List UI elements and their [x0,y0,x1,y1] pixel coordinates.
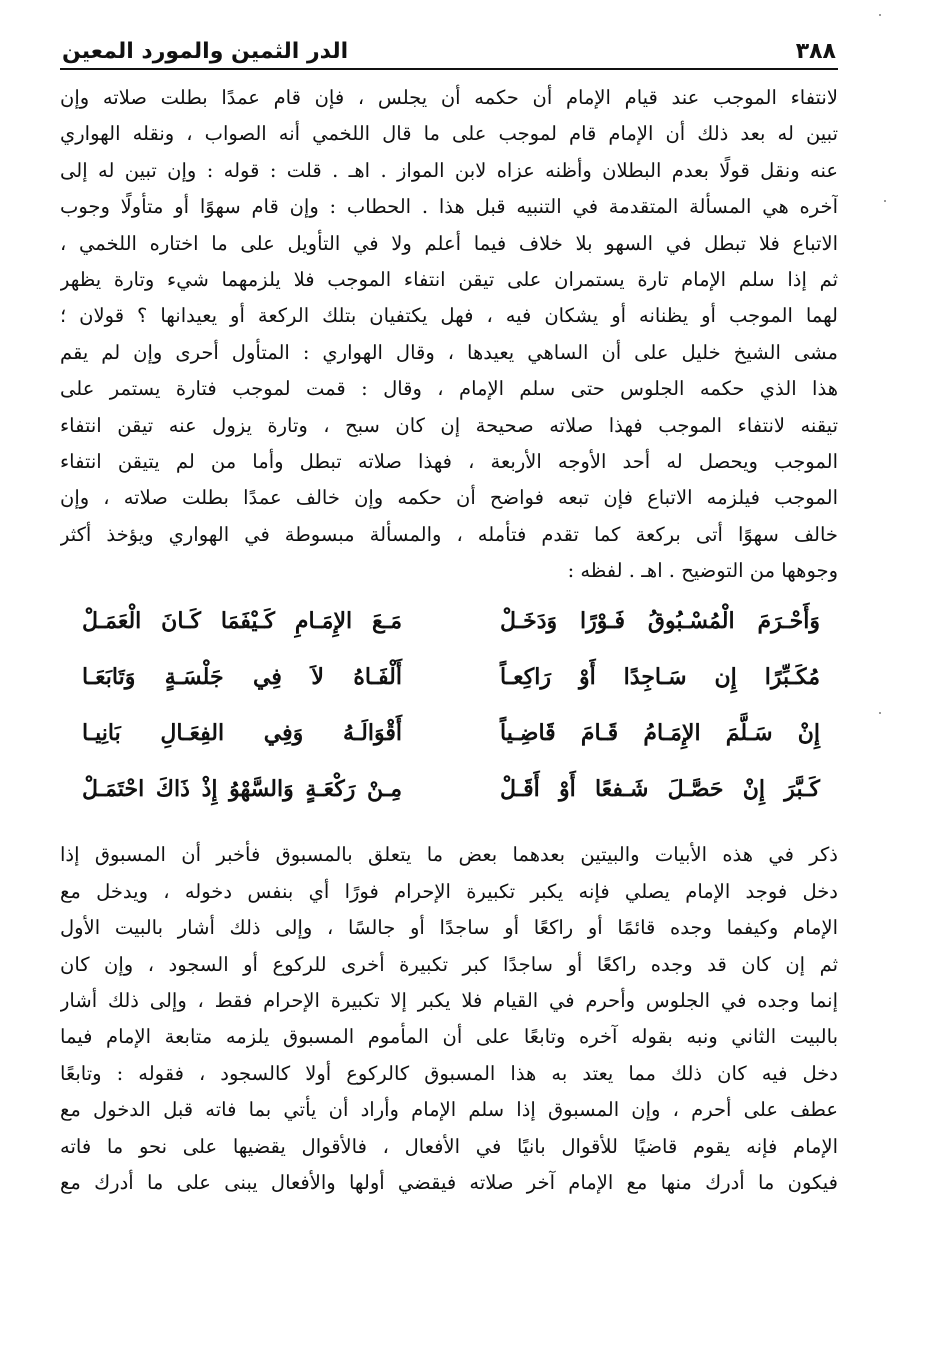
text-line: هذا الذي حكمه الجلوس حتى سلم الإمام ، وقال : قمت لموجب فتارة يستمر على [60,377,838,401]
book-title: الدر الثمين والمورد المعين [62,39,349,64]
text-line: عنه ونقل قولًا بعدم البطلان وأظنه عزاه لابن المواز . اهـ . قلت : قوله : وإن تبين له إلى [60,158,838,182]
text-line: دخل فوجد الإمام يصلي فإنه يكبر تكبيرة الإحرام فورًا أي بنفس دخوله ، ويدخل مع [60,879,838,903]
verse-second-hemistich: مَـعَ الإِمَـامِ كَـيْفَمَا كَـانَ الْعَمَـلْ [82,608,402,635]
text-line: عطف على أحرم ، وإن المسبوق إذا سلم الإمام وأراد أن يأتي بما فاته قبل الدخول مع [60,1098,838,1122]
text-line: الموجب فيلزمه الاتباع فإن تبعه فواضح أن حكمه وإن خالف عمدًا بطلت صلاته ، وإن [60,486,838,510]
text-line: دخل فيه كان ذلك مما يعتد به هذا المسبوق كالركوع أولا كالسجود ، فقوله : وتابعًا [60,1061,838,1085]
verse-row [60,593,838,649]
verse-row [60,705,838,761]
verse-second-hemistich: أَقْوَالَـهُ وَفِي الفِعَـالِ بَانِيـا [82,720,402,747]
verse-first-hemistich: إِنْ سَـلَّمَ الإِمَـامُ قَـامَ قَاضِـياً [500,720,820,747]
scan-speck [879,712,881,714]
paragraph-commentary-2 [60,837,838,1201]
scan-speck [879,14,881,16]
text-line: آخره هي المسألة المتقدمة في التنبيه قبل هذا . الحطاب : وإن قام سهوًا أو متأولًا وجوب [60,195,838,219]
verse-row [60,761,838,817]
text-line: تيقنه لانتفاء الموجب فهذا صلاته صحيحة إن كان سبح ، وتارة يزول عنه تيقن انتفاء [60,413,838,437]
text-line: الإمام فإنه يقوم قاضيًا للأقوال بانيًا في الأفعال ، فالأقوال يقضيها على نحو ما فاته [60,1134,838,1158]
scan-speck [884,200,886,202]
page-number: ٣٨٨ [795,39,836,64]
verse-row [60,649,838,705]
text-line: الاتباع فلا تبطل في السهو بلا خلاف فيما أعلم ولا في التأويل على ما اختاره اللخمي ، [60,231,838,255]
poem-verses [60,593,838,817]
verse-first-hemistich: مُكَـبِّرًا إِن سَـاجِدًا أَوْ رَاكِعـاً [500,664,820,691]
text-line: خالف سهوًا أتى بركعة كما تقدم فتأمله ، والمسألة مبسوطة في الهواري ويؤخذ أكثر [60,522,838,546]
book-page [60,30,838,1201]
text-line: الإمام وكيفما وجده قائمًا أو راكعًا أو ساجدًا أو جالسًا ، وإلى ذلك أشار بالبيت الأول [60,916,838,940]
paragraph-commentary-1 [60,80,838,589]
text-line: بالبيت الثاني ونبه بقوله آخره وتابعًا على أن المأموم المسبوق يلزمه متابعة الإمام فيما [60,1025,838,1049]
running-header [60,30,838,70]
text-line: ذكر في هذه الأبيات والبيتين بعدهما بعض ما يتعلق بالمسبوق فأخبر أن المسبوق إذا [60,843,838,867]
verse-first-hemistich: كَـبَّرَ إِنْ حَصَّـلَ شَـفعًا أَوْ أَقَـلْ [500,776,820,803]
text-line: الموجب ويحصل له أحد الأوجه الأربعة ، فهذا صلاته تبطل وأما من لم يتيقن انتفاء [60,449,838,473]
verse-second-hemistich: أَلْفَـاهُ لاَ فِي جَلْسَـةٍ وَتَابَعَـا [82,664,402,691]
text-line: مشى الشيخ خليل على أن الساهي يعيدها ، وقال الهواري : المتأول أحرى وإن لم يقم [60,340,838,364]
verse-second-hemistich: مِـنْ رَكْعَـةٍ وَالسَّهْوُ إِذْ ذَاكَ احْتَمَـلْ [82,776,402,803]
text-line: فيكون ما أدرك منها مع الإمام آخر صلاته فيقضي أولها والأفعال يبنى على ما أدرك مع [60,1170,838,1194]
text-line: ثم إن كان قد وجده راكعًا أو ساجدًا كبر تكبيرة أخرى للركوع أو السجود ، وإن كان [60,952,838,976]
verse-first-hemistich: وَأَحْـرَمَ الْمُسْـبُوقُ فَـوْرًا وَدَخَـلْ [500,608,820,635]
text-line: إنما وجده في الجلوس وأحرم في القيام فلا يكبر إلا تكبيرة الإحرام فقط ، وإلى ذلك أشار [60,989,838,1013]
text-line: لانتفاء الموجب عند قيام الإمام أن حكمه أن يجلس ، فإن قام عمدًا بطلت صلاته وإن [60,86,838,109]
text-line: لهما الموجب أو يظنانه أو يشكان فيه ، فهل يكتفيان بتلك الركعة أو يعيدانها ؟ قولان ؛ [60,304,838,328]
text-line: وجوهها من التوضيح . اهـ . لفظه : [567,559,838,583]
text-line: تبين له بعد ذلك أن الإمام قام لموجب على ما قال اللخمي أنه الصواب ، ونقله الهواري [60,122,838,146]
text-line: ثم إذا سلم الإمام تارة يستمران على تيقن انتفاء الموجب فلا يلزمهما شيء وتارة يظهر [60,267,838,291]
